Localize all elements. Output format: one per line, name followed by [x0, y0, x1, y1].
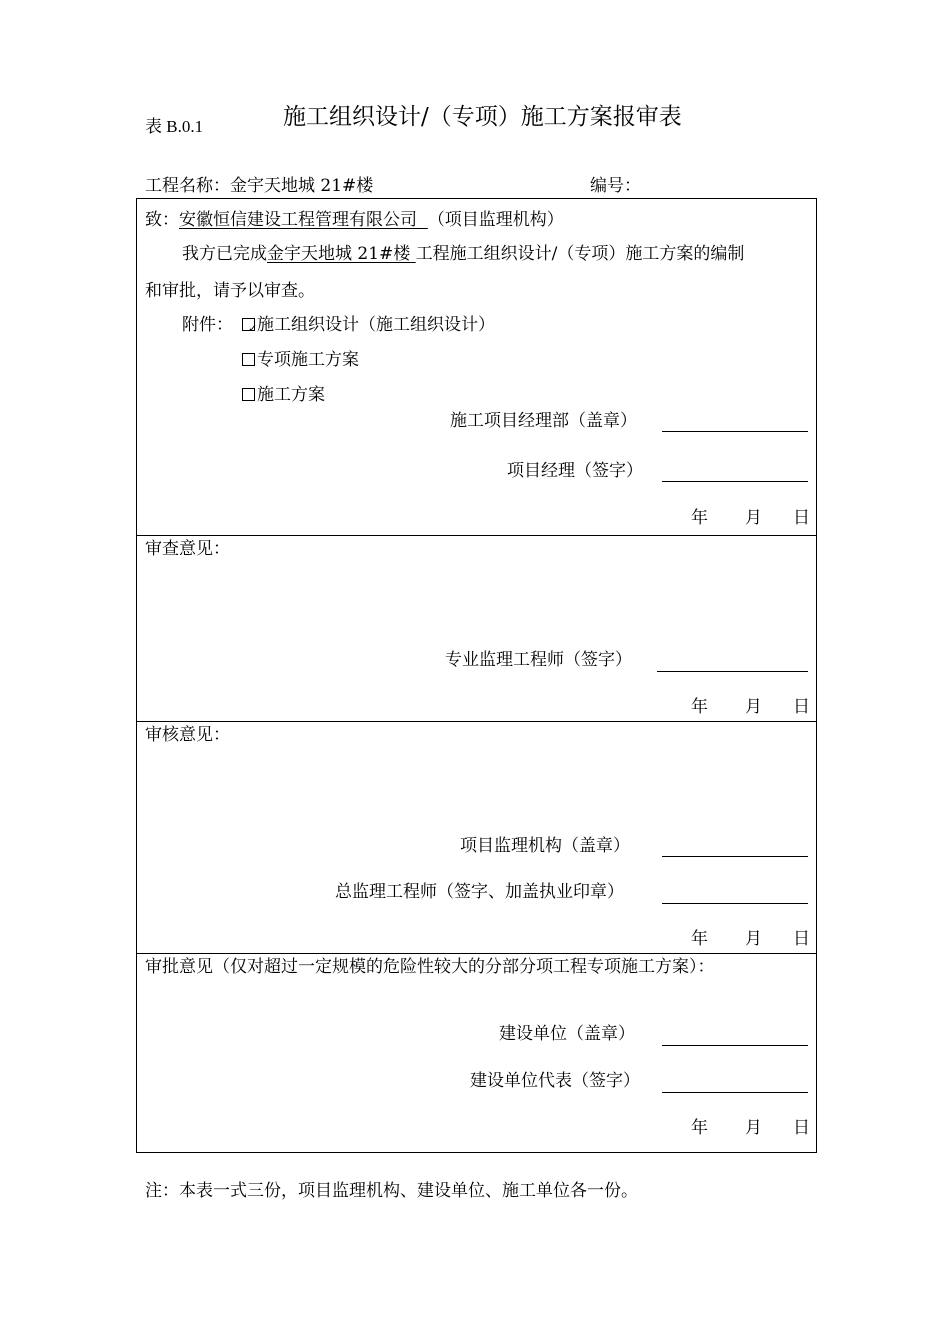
attachment-label-2: 专项施工方案: [257, 350, 359, 370]
checkmark-icon: ✓: [248, 322, 258, 335]
project-name-row: [145, 178, 373, 195]
attachment-item-1: [242, 317, 495, 334]
body-line-1: [182, 246, 744, 263]
date-row: [691, 1120, 810, 1137]
attachment-item-3: [242, 387, 325, 404]
sign-label-contractor-seal: 施工项目经理部（盖章）: [450, 411, 637, 431]
date-row: [691, 699, 810, 716]
date-year: 年: [691, 1118, 708, 1138]
signature-line[interactable]: [662, 1092, 808, 1093]
date-day: 日: [793, 697, 810, 717]
footer-note: 注：本表一式三份，项目监理机构、建设单位、施工单位各一份。: [145, 1181, 638, 1201]
section-divider-3: [136, 953, 817, 954]
signature-line[interactable]: [662, 1045, 808, 1046]
attachment-label-3: 施工方案: [257, 385, 325, 405]
attachment-label-1: 施工组织设计（施工组织设计）: [257, 315, 495, 335]
date-row: [691, 510, 810, 527]
section-divider-2: [136, 721, 817, 722]
sign-label-owner-rep: 建设单位代表（签字）: [470, 1071, 640, 1091]
date-day: 日: [793, 508, 810, 528]
signature-line[interactable]: [662, 431, 808, 432]
attachments-label: 附件：: [182, 315, 233, 335]
signature-line[interactable]: [662, 903, 808, 904]
date-month: 月: [745, 1118, 762, 1138]
attachment-item-2: [242, 352, 359, 369]
checkbox-unchecked[interactable]: [242, 388, 255, 401]
document-title: 施工组织设计/（专项）施工方案报审表: [283, 104, 682, 130]
number-label: 编号：: [590, 176, 641, 196]
date-month: 月: [745, 929, 762, 949]
table-code: 表 B.0.1: [145, 117, 204, 136]
addressee-row: [145, 212, 564, 229]
sign-label-owner-seal: 建设单位（盖章）: [499, 1024, 635, 1044]
date-year: 年: [691, 508, 708, 528]
body-project: 金宇天地城 21#楼: [267, 244, 411, 264]
addressee-prefix: 致：: [145, 210, 179, 230]
body-prefix: 我方已完成: [182, 244, 267, 264]
date-year: 年: [691, 929, 708, 949]
addressee-org: 安徽恒信建设工程管理有限公司: [179, 210, 417, 230]
date-day: 日: [793, 1118, 810, 1138]
sign-label-project-manager: 项目经理（签字）: [507, 461, 643, 481]
date-year: 年: [691, 697, 708, 717]
date-row: [691, 931, 810, 948]
signature-line[interactable]: [662, 856, 808, 857]
approval-opinion-heading: 审批意见（仅对超过一定规模的危险性较大的分部分项工程专项施工方案）：: [145, 957, 715, 977]
checkbox-unchecked[interactable]: [242, 353, 255, 366]
body-line-2: 和审批，请予以审查。: [145, 281, 315, 301]
review-opinion-heading: 审查意见：: [145, 539, 230, 559]
addressee-suffix: （项目监理机构）: [427, 210, 564, 230]
project-name-value: 金宇天地城 21#楼: [230, 176, 374, 196]
sign-label-chief-engineer: 总监理工程师（签字、加盖执业印章）: [335, 882, 624, 902]
sign-label-supervising-engineer: 专业监理工程师（签字）: [445, 650, 632, 670]
project-name-label: 工程名称：: [145, 176, 230, 196]
body-suffix: 工程施工组织设计/（专项）施工方案的编制: [415, 244, 745, 264]
date-month: 月: [745, 697, 762, 717]
audit-opinion-heading: 审核意见：: [145, 725, 230, 745]
date-month: 月: [745, 508, 762, 528]
checkbox-checked[interactable]: [242, 318, 258, 335]
sign-label-supervision-seal: 项目监理机构（盖章）: [460, 836, 630, 856]
signature-line[interactable]: [657, 671, 808, 672]
form-frame: [136, 198, 817, 1153]
date-day: 日: [793, 929, 810, 949]
section-divider-1: [136, 535, 817, 536]
signature-line[interactable]: [662, 481, 808, 482]
